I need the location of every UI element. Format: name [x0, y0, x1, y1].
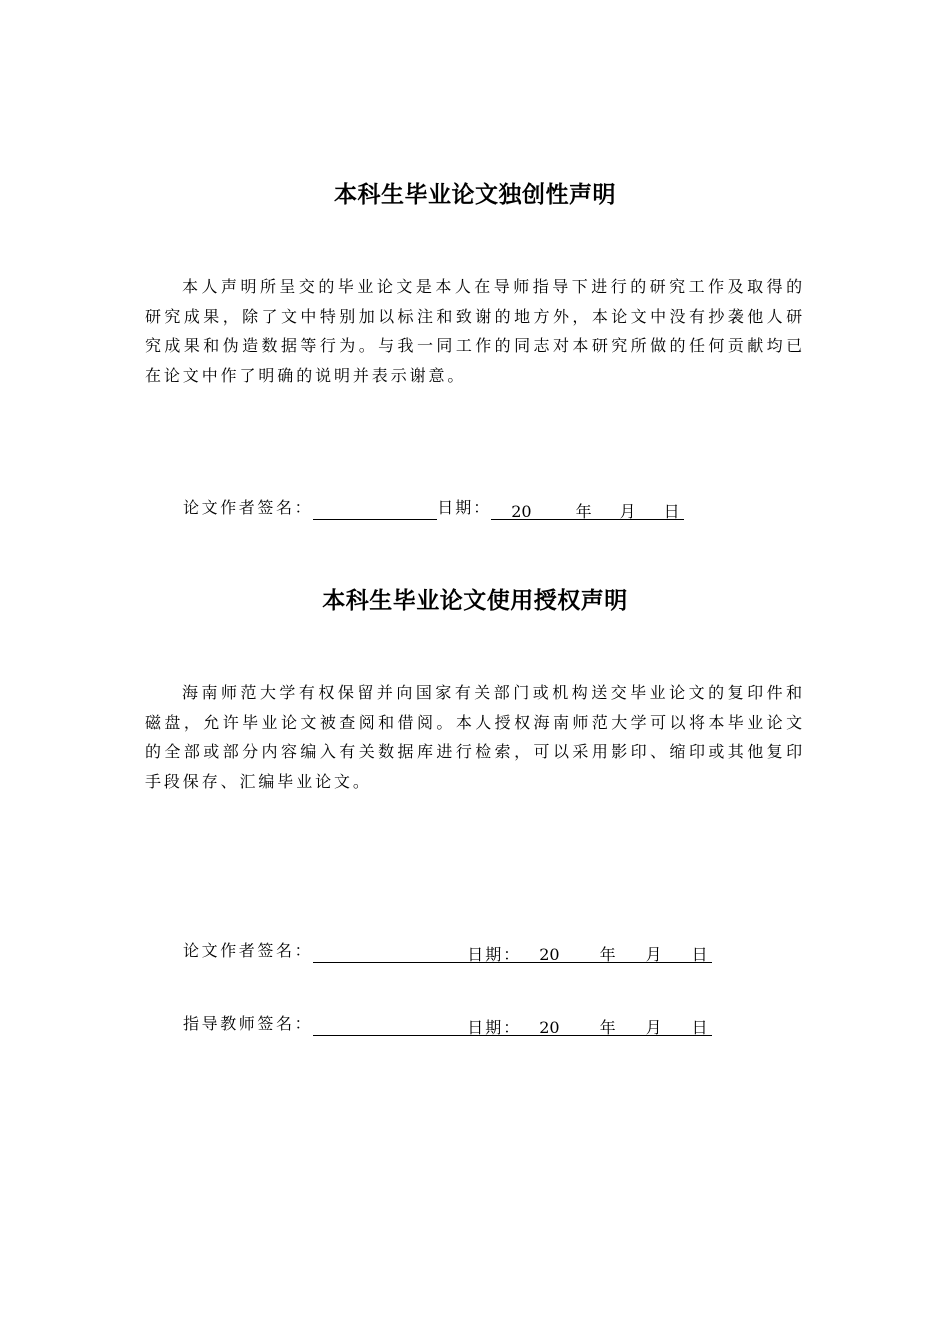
year-label: 年 — [575, 502, 592, 521]
date-field[interactable] — [467, 1016, 711, 1036]
month-label: 月 — [619, 502, 636, 521]
date-label: 日期： — [467, 1018, 522, 1037]
date-field[interactable] — [491, 500, 683, 520]
author-signature-field[interactable] — [313, 943, 467, 963]
year-prefix: 20 — [539, 1018, 560, 1037]
authorization-statement: 海南师范大学有权保留并向国家有关部门或机构送交毕业论文的复印件和磁盘，允许毕业论文被查阅和借阅。本人授权海南师范大学可以将本毕业论文的全部或部分内容编入有关数据库进行检索，可以采用影印、缩印或其他复印手段保存、汇编毕业论文。 — [145, 683, 805, 791]
day-label: 日 — [663, 502, 680, 521]
year-prefix: 20 — [511, 502, 532, 521]
advisor-signature-label: 指导教师签名： — [183, 1014, 314, 1033]
date-label: 日期： — [437, 498, 492, 517]
day-label: 日 — [691, 945, 708, 964]
author-signature-label: 论文作者签名： — [183, 498, 314, 517]
author-signature-line — [183, 939, 712, 963]
originality-statement: 本人声明所呈交的毕业论文是本人在导师指导下进行的研究工作及取得的研究成果，除了文中特别加以标注和致谢的地方外，本论文中没有抄袭他人研究成果和伪造数据等行为。与我一同工作的同志对本研究所做的任何贡献均已在论文中作了明确的说明并表示谢意。 — [145, 277, 805, 385]
month-label: 月 — [645, 1018, 662, 1037]
date-field[interactable] — [467, 943, 711, 963]
year-label: 年 — [599, 945, 616, 964]
year-prefix: 20 — [539, 945, 560, 964]
author-signature-field[interactable] — [313, 500, 437, 520]
month-label: 月 — [645, 945, 662, 964]
author-signature-label: 论文作者签名： — [183, 941, 314, 960]
advisor-signature-field[interactable] — [313, 1016, 467, 1036]
originality-signature-line — [183, 496, 684, 520]
day-label: 日 — [691, 1018, 708, 1037]
originality-title: 本科生毕业论文独创性声明 — [334, 182, 616, 208]
advisor-signature-line — [183, 1012, 712, 1036]
authorization-title: 本科生毕业论文使用授权声明 — [322, 588, 628, 614]
year-label: 年 — [599, 1018, 616, 1037]
date-label: 日期： — [467, 945, 522, 964]
